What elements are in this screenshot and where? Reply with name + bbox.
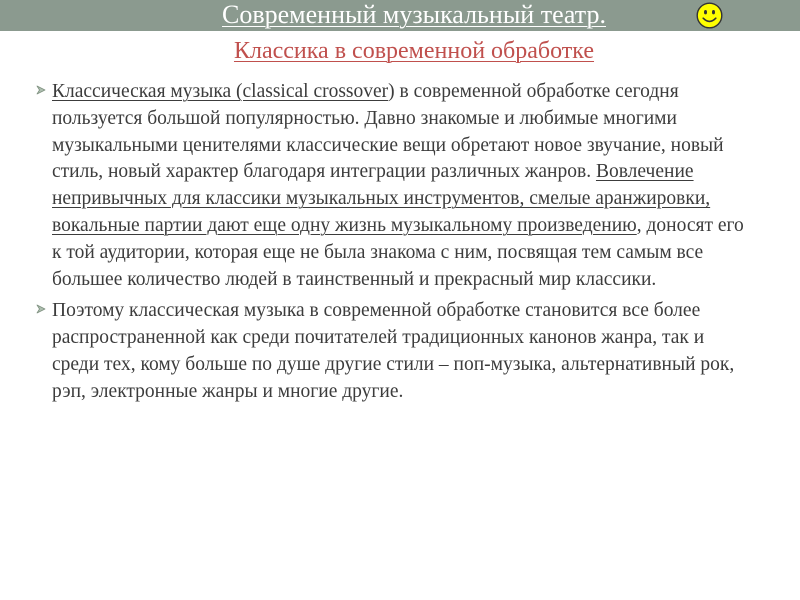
bullet-arrow-icon [36,85,46,95]
bullet-text: Поэтому классическая музыка в современной обработке становится все более распространенной как среди почитателей традиционных канонов жанра, так и среди тех, кому больше по душе другие стили – поп-музыка, альтернативный рок, рэп, электронные жанры и многие другие. [52,300,735,402]
slide-title: Современный музыкальный театр. [222,0,606,29]
bullet-item [36,79,746,293]
bullet-arrow-icon [36,304,46,314]
slide-body [36,79,746,411]
bullet-item [36,298,746,405]
bullet-text: ) в современной обработке сегодня пользуется большой популярностью. Давно знакомые и любимые многими музыкальными ценителями классические вещи обретают новое звучание, новый стиль, новый характер благодаря интеграции различных жанров. [52,81,724,183]
slide-subtitle: Классика в современной обработке [233,38,595,64]
smiley-face-icon [696,2,723,29]
bullet-text: , доносят его к той аудитории, которая еще не была знакома с ним, посвящая тем самым все большее количество людей в таинственный и прекрасный мир классики. [52,214,744,290]
classical-crossover-link[interactable]: Классическая музыка (classical crossover [52,81,389,102]
instruments-link[interactable]: Вовлечение непривычных для классики музыкальных инструментов, смелые аранжировки, вокальные партии дают еще одну жизнь музыкальному произведению [52,161,711,236]
